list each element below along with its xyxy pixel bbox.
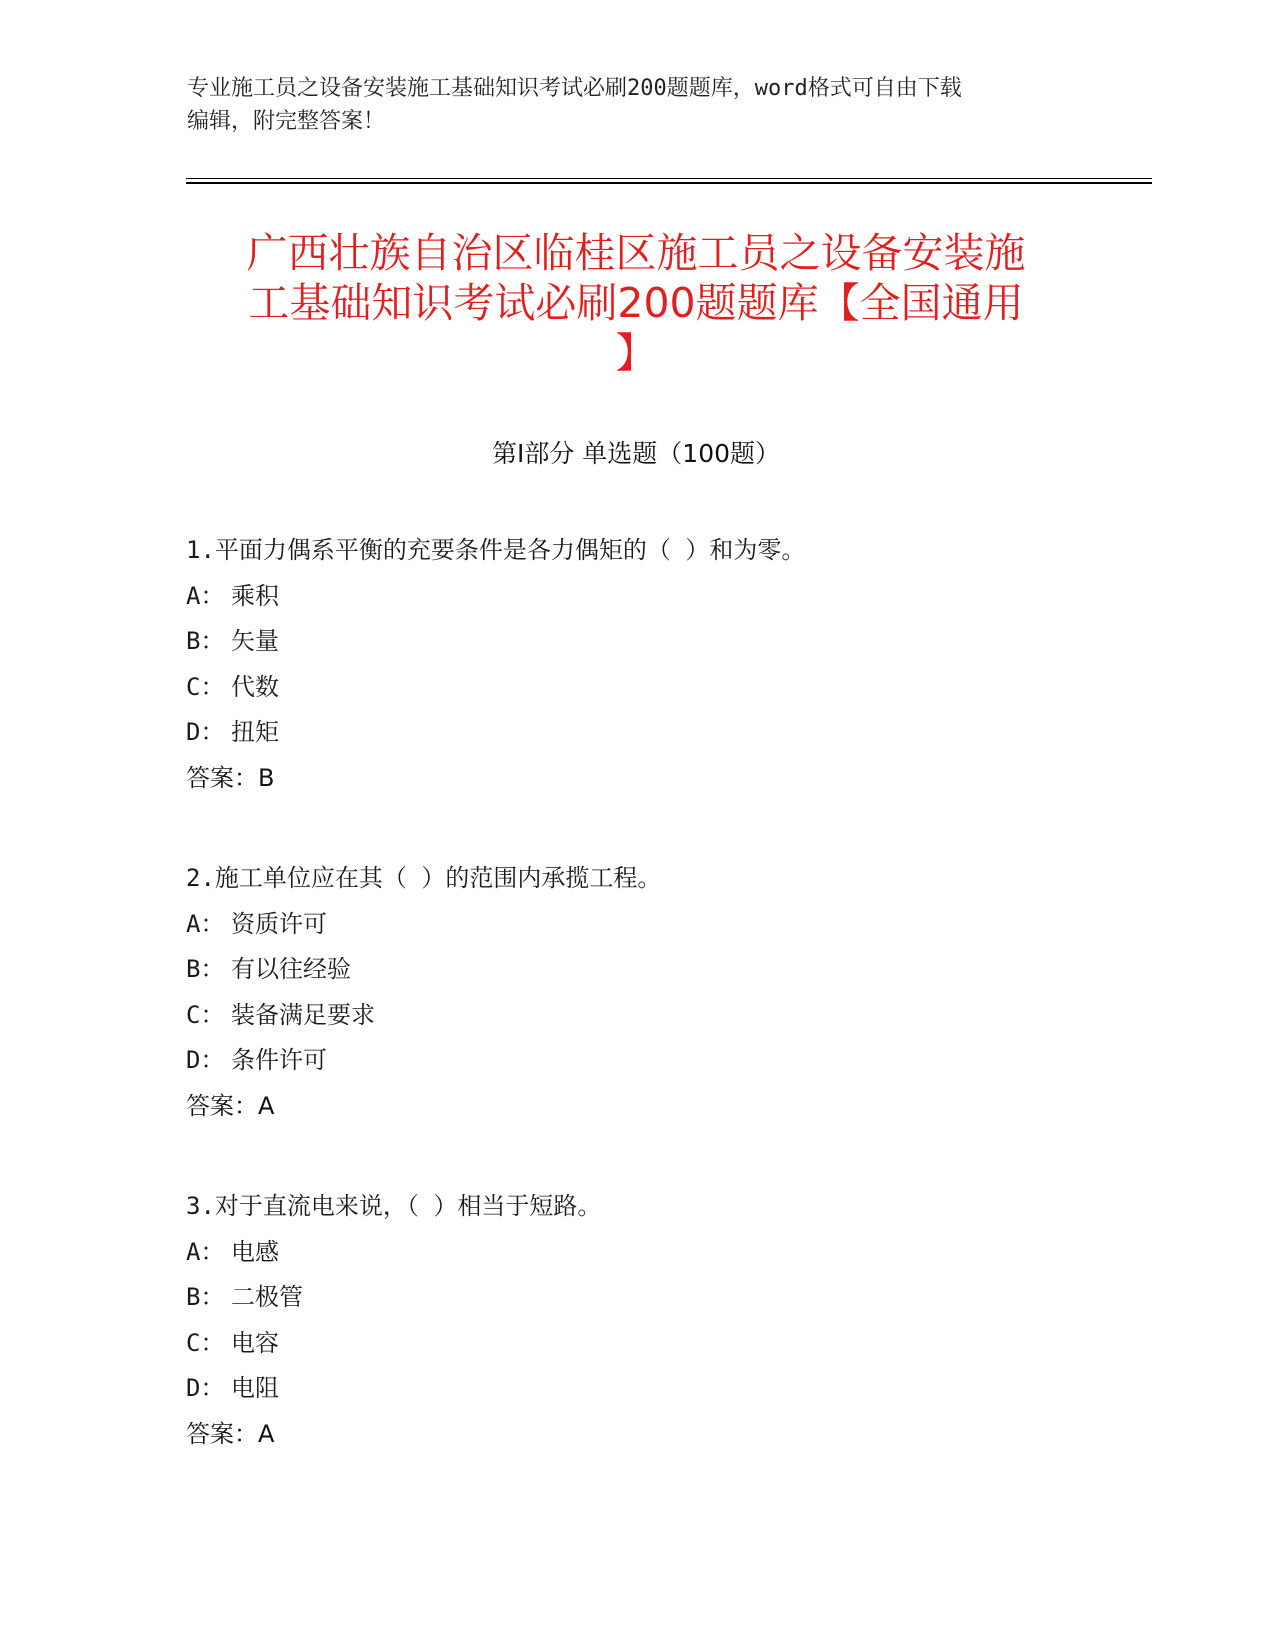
- option-text: 电阻: [231, 1374, 279, 1402]
- option-b: [186, 619, 1086, 665]
- header-note-line-1: 专业施工员之设备安装施工基础知识考试必刷200题题库，word格式可自由下载: [187, 76, 962, 101]
- option-c: [186, 665, 1086, 711]
- option-a: [186, 902, 1086, 948]
- option-a: [186, 574, 1086, 620]
- question-stem: 3.对于直流电来说，（ ）相当于短路。: [186, 1192, 602, 1220]
- option-text: 装备满足要求: [231, 1000, 375, 1029]
- option-d: [186, 1366, 1086, 1412]
- option-key: D：: [186, 1374, 225, 1402]
- answer: 答案：A: [186, 1091, 275, 1120]
- option-key: D：: [186, 1046, 225, 1074]
- answer: 答案：B: [186, 763, 275, 792]
- option-key: C：: [186, 672, 225, 701]
- question-3: [186, 1184, 1086, 1457]
- option-text: 电容: [231, 1328, 279, 1357]
- option-d: [186, 1038, 1086, 1084]
- option-b: [186, 947, 1086, 993]
- document-title-line-3: 】: [615, 329, 657, 377]
- option-key: A：: [186, 909, 225, 938]
- option-text: 条件许可: [231, 1046, 327, 1074]
- option-text: 扭矩: [231, 718, 279, 746]
- header-divider-thick: [186, 182, 1152, 184]
- option-text: 二极管: [231, 1283, 303, 1311]
- document-title-line-1: 广西壮族自治区临桂区施工员之设备安装施: [246, 229, 1026, 277]
- option-key: A：: [186, 581, 225, 610]
- option-d: [186, 710, 1086, 756]
- option-text: 资质许可: [231, 909, 327, 938]
- option-key: B：: [186, 627, 225, 655]
- question-stem: 1.平面力偶系平衡的充要条件是各力偶矩的（ ）和为零。: [186, 536, 806, 564]
- option-key: C：: [186, 1328, 225, 1357]
- option-text: 电感: [231, 1237, 279, 1266]
- question-2: [186, 856, 1086, 1129]
- header-note-line-2: 编辑，附完整答案！: [187, 109, 386, 134]
- question-stem: 2.施工单位应在其（ ）的范围内承揽工程。: [186, 864, 662, 892]
- header-note: [187, 72, 1087, 138]
- question-1: [186, 528, 1086, 801]
- option-text: 代数: [231, 672, 279, 701]
- document-title: [186, 228, 1086, 378]
- answer: 答案：A: [186, 1419, 275, 1448]
- option-text: 有以往经验: [231, 955, 351, 983]
- option-text: 矢量: [231, 627, 279, 655]
- header-divider: [186, 178, 1152, 184]
- option-text: 乘积: [231, 581, 279, 610]
- option-a: [186, 1230, 1086, 1276]
- header-divider-thin: [186, 178, 1152, 179]
- option-key: B：: [186, 955, 225, 983]
- option-key: B：: [186, 1283, 225, 1311]
- option-key: D：: [186, 718, 225, 746]
- option-c: [186, 1321, 1086, 1367]
- option-key: C：: [186, 1000, 225, 1029]
- option-key: A：: [186, 1237, 225, 1266]
- question-list: [186, 528, 1086, 1512]
- section-title: 第Ⅰ部分 单选题（100题）: [491, 439, 781, 468]
- option-b: [186, 1275, 1086, 1321]
- document-title-line-2: 工基础知识考试必刷200题题库【全国通用: [248, 279, 1024, 327]
- option-c: [186, 993, 1086, 1039]
